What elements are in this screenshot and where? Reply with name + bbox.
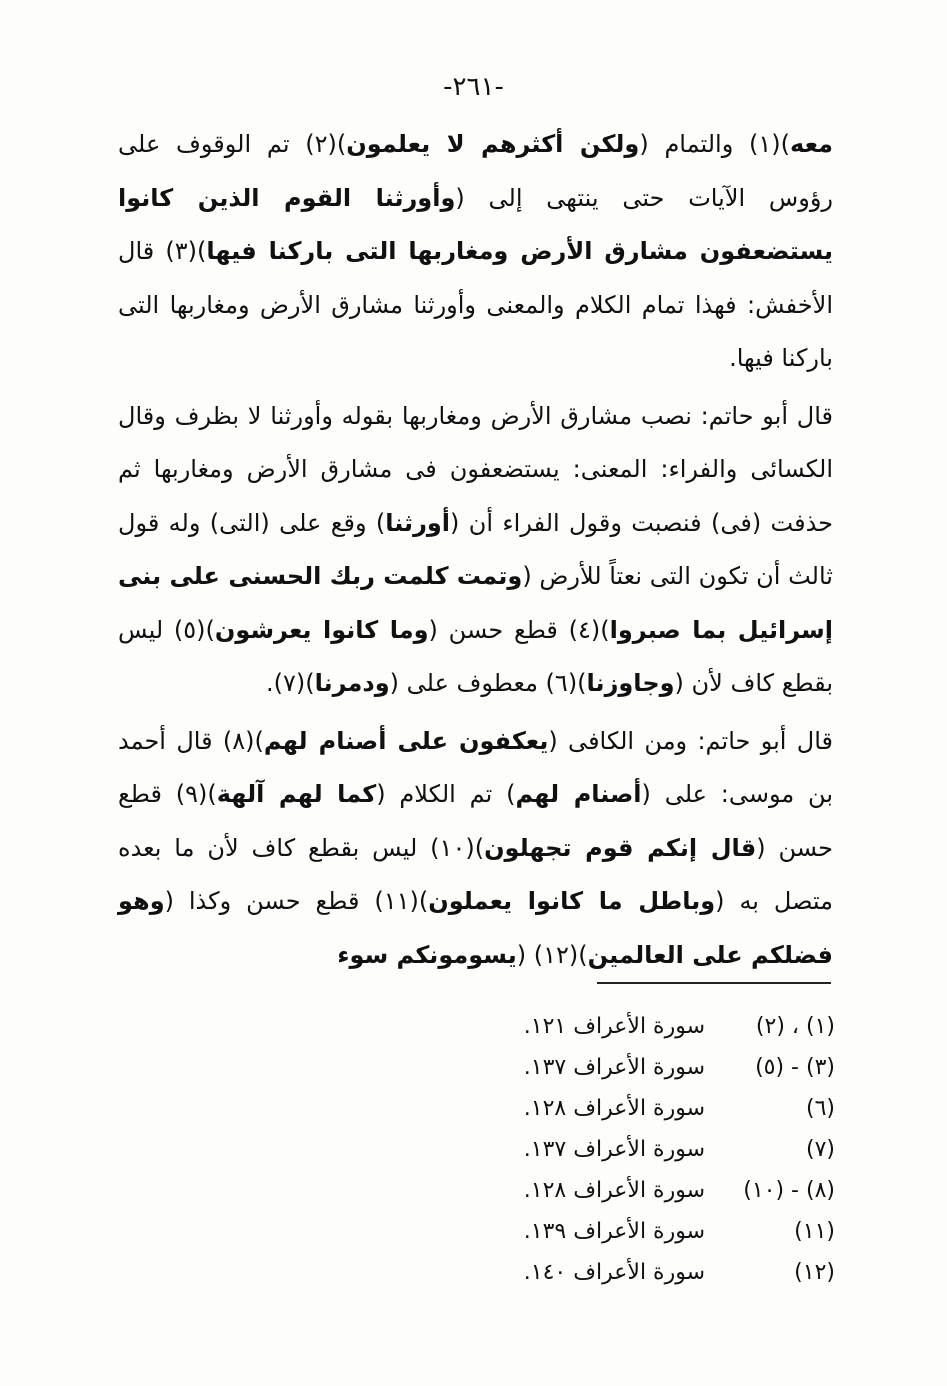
paragraph [118,118,833,386]
text-segment: قال أبو حاتم: نصب مشارق الأرض ومغاربها بقوله وأورثنا لا بظرف وقال الكسائى والفراء: المعنى: يستضعفون فى مشارق الأرض ومغاربها ثم حذفت (فى) فنصبت وقول الفراء أن ( [118,401,833,537]
footnote-ref: (١١) [794,1219,835,1244]
quran-quote: وهو فضلكم على العالمين [118,887,833,969]
footnote [450,1129,835,1170]
quran-quote: أورثنا [385,508,451,537]
footnotes [450,1006,835,1293]
footnote [450,1170,835,1211]
page-number: -٢٦١- [443,72,504,102]
quran-quote: وجاوزنا [586,669,675,697]
text-segment: )(٤) قطع حسن ( [428,615,610,644]
footnote-ref: (٣) - (٥) [755,1055,835,1080]
footnote-ref: (٧) [805,1137,835,1162]
quran-quote: ولكن أكثرهم لا يعلمون [346,130,640,158]
footnote [450,1006,835,1047]
quran-quote: وتمت كلمت ربك الحسنى على بنى إسرائيل بما صبروا [118,562,834,644]
text-segment: )(١٢) ( [516,940,588,969]
footnote-source: سورة الأعراف ١٣٧. [523,1137,705,1162]
quran-quote: وما كانوا يعرشون [214,615,429,644]
footnote [450,1047,835,1088]
quran-quote: معه [790,130,833,158]
text-segment: )(٦) معطوف على ( [389,669,587,697]
text-segment: ) تم الكلام ( [376,780,516,808]
quran-quote: كما لهم آلهة [216,780,377,808]
footnote-source: سورة الأعراف ١٢٨. [523,1096,705,1121]
footnote-source: سورة الأعراف ١٤٠. [523,1260,705,1285]
quran-quote: وباطل ما كانوا يعملون [428,887,716,915]
footnote-ref: (١) ، (٢) [755,1014,835,1039]
footnote-separator [597,982,831,984]
quran-quote: ودمرنا [314,669,390,697]
text-segment: )(٢) تم الوقوف على رؤوس الآيات حتى ينتهى إلى ( [118,130,833,212]
footnote [450,1088,835,1129]
text-segment: )(١١) قطع حسن وكذا ( [164,887,429,915]
text-segment: )(٣) قال الأخفش: فهذا تمام الكلام والمعنى وأورثنا مشارق الأرض ومغاربها التى باركنا فيها. [118,237,833,372]
footnote [450,1252,835,1293]
text-segment: قال أبو حاتم: ومن الكافى ( [548,726,833,755]
text-segment: )(١) والتمام ( [639,130,791,158]
footnote-source: سورة الأعراف ١٣٧. [523,1055,705,1080]
paragraph [118,715,833,983]
quran-quote: أصنام لهم [515,780,642,808]
footnote-ref: (١٢) [794,1260,835,1285]
quran-quote: قال إنكم قوم تجهلون [484,833,757,862]
text-segment: )(٩) قطع حسن ( [118,780,833,862]
quran-quote: يسومونكم سوء [337,940,517,969]
text-segment: ) وقع على (التى) وله قول ثالث أن تكون التى نعتاً للأرض ( [118,508,833,590]
body-text [118,118,833,986]
footnote-source: سورة الأعراف ١٢١. [523,1014,705,1039]
footnote-ref: (٦) [805,1096,835,1121]
paragraph [118,390,833,711]
text-segment: )(١٠) ليس بقطع كاف لأن ما بعده متصل به ( [118,833,833,915]
text-segment: )(٥) ليس بقطع كاف لأن ( [118,615,833,697]
footnote-ref: (٨) - (١٠) [743,1178,835,1203]
quran-quote: يعكفون على أصنام لهم [263,726,549,755]
text-segment: )(٨) قال أحمد بن موسى: على ( [118,726,833,808]
quran-quote: وأورثنا القوم الذين كانوا يستضعفون مشارق الأرض ومغاربها التى باركنا فيها [118,183,833,265]
footnote-source: سورة الأعراف ١٣٩. [523,1219,705,1244]
text-segment: )(٧). [265,669,315,697]
footnote-source: سورة الأعراف ١٢٨. [523,1178,705,1203]
footnote [450,1211,835,1252]
